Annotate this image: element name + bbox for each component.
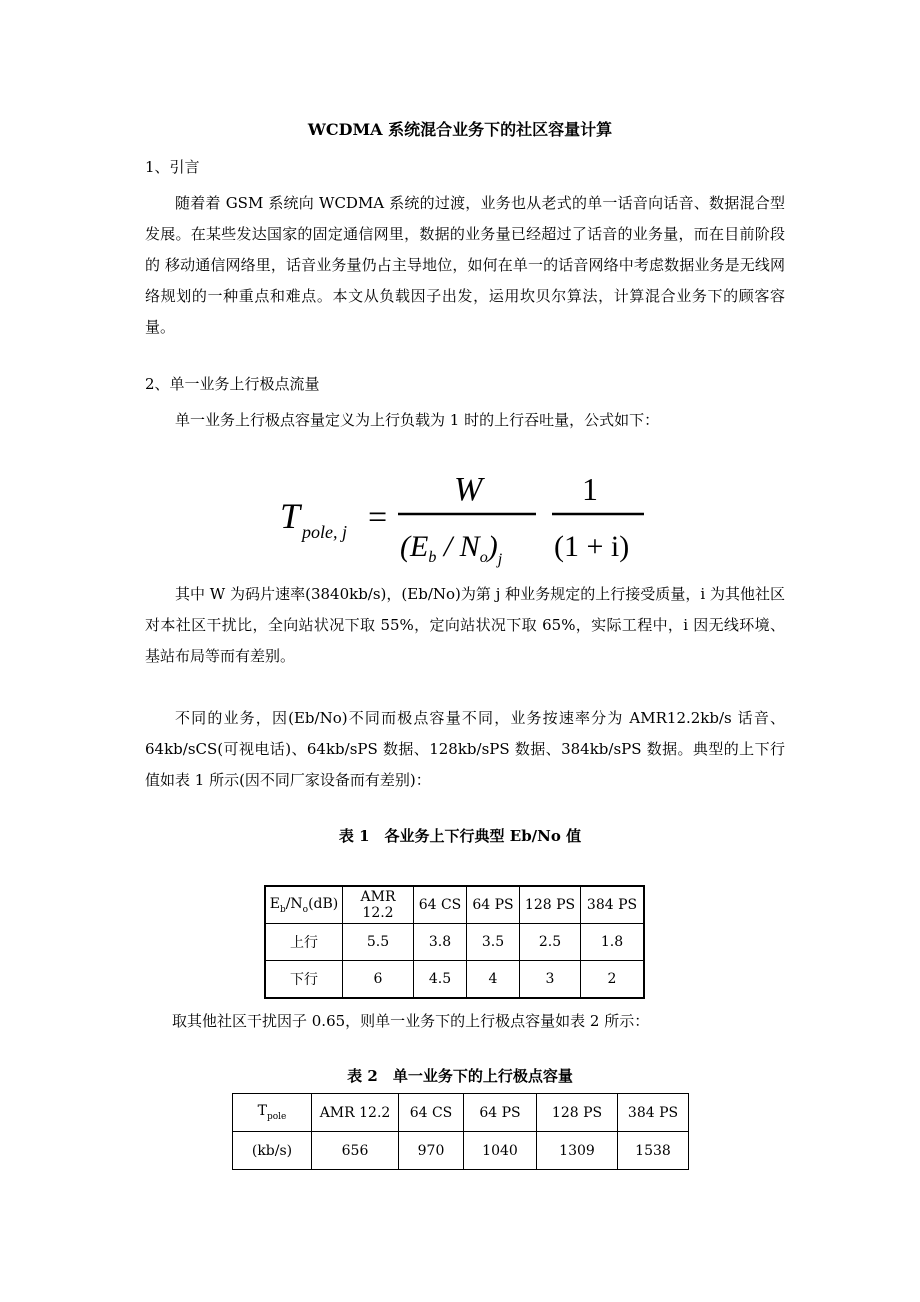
formula-factor-numerator: 1 <box>582 471 598 507</box>
table-header-cell: 384 PS <box>581 886 645 924</box>
formula-factor-denominator: (1 + i) <box>554 530 630 563</box>
table-header-cell: $T_{pole}$ <box>233 1094 312 1132</box>
services-paragraph: 不同的业务，因(Eb/No)不同而极点容量不同，业务按速率分为 AMR12.2kb/s 话音、64kb/sCS(可视电话)、64kb/sPS 数据、128kb/sPS 数据、384kb/sPS 数据。典型的上下行值如表 1 所示(因不同厂家设备而有差别)： <box>145 709 785 789</box>
table-cell: 3 <box>520 961 581 999</box>
table-cell: 4 <box>467 961 520 999</box>
table-row-label: (kb/s) <box>233 1132 312 1170</box>
table-row <box>233 1132 689 1170</box>
table-cell: 3.5 <box>467 924 520 961</box>
formula-lhs-sub: pole, j <box>302 522 347 542</box>
explanation-paragraph: 其中 W 为码片速率(3840kb/s)，(Eb/No)为第 j 种业务规定的上行接受质量，i 为其他社区对本社区干扰比，全向站状况下取 55%，定向站状况下取 65%，实际工程中，i 因无线环境、基站布局等而有差别。 <box>145 585 785 665</box>
table-row-label: 上行 <box>265 924 343 961</box>
table-cell: 6 <box>343 961 414 999</box>
formula-numerator: W <box>454 471 483 508</box>
table-header-cell: 128 PS <box>520 886 581 924</box>
table-row <box>265 886 644 924</box>
table2-intro: 取其他社区干扰因子 0.65，则单一业务下的上行极点容量如表 2 所示： <box>172 1012 650 1030</box>
table-header-cell: 64 CS <box>399 1094 464 1132</box>
formula-denominator-close: ) <box>487 530 498 563</box>
table-header-cell: $E_b/N_o(dB)$ <box>265 886 343 924</box>
table-header-cell: AMR 12.2 <box>312 1094 399 1132</box>
table-cell: 1309 <box>537 1132 618 1170</box>
pole-capacity-table <box>232 1093 689 1170</box>
pole-heading: 2、单一业务上行极点流量 <box>145 375 320 393</box>
table-cell: 970 <box>399 1132 464 1170</box>
table-header-cell: 64 PS <box>464 1094 537 1132</box>
table-cell: 1040 <box>464 1132 537 1170</box>
table-row <box>265 924 644 961</box>
table-header-cell: 384 PS <box>618 1094 689 1132</box>
formula-denominator-sub-b: b <box>428 549 437 566</box>
table-header-cell: 64 PS <box>467 886 520 924</box>
table-cell: 4.5 <box>414 961 467 999</box>
table-cell: 2 <box>581 961 645 999</box>
svg-text:(Eb / No)j <box>400 530 503 568</box>
table-cell: 5.5 <box>343 924 414 961</box>
formula-denominator-sub-j: j <box>497 551 503 568</box>
pole-paragraph: 单一业务上行极点容量定义为上行负载为 1 时的上行吞吐量，公式如下： <box>175 411 660 429</box>
table-header-cell: AMR 12.2 <box>343 886 414 924</box>
formula-denominator-sub-o: o <box>479 549 488 566</box>
svg-text:=: = <box>368 499 388 536</box>
table-cell: 2.5 <box>520 924 581 961</box>
table-header-cell: 128 PS <box>537 1094 618 1132</box>
table2-caption: 表 2 单一业务下的上行极点容量 <box>347 1067 573 1085</box>
table-row <box>233 1094 689 1132</box>
intro-heading: 1、引言 <box>145 158 200 176</box>
table-cell: 1.8 <box>581 924 645 961</box>
table1-caption: 表 1 各业务上下行典型 Eb/No 值 <box>338 827 582 845</box>
ebno-table <box>264 885 645 999</box>
table-row <box>265 961 644 999</box>
table-row-label: 下行 <box>265 961 343 999</box>
intro-paragraph: 随着着 GSM 系统向 WCDMA 系统的过渡，业务也从老式的单一话音向话音、数据混合型发展。在某些发达国家的固定通信网里，数据的业务量已经超过了话音的业务量，而在目前阶段的 移动通信网络里，话音业务量仍占主导地位，如何在单一的话音网络中考虑数据业务是无线网络规划的一种重点和难点。本文从负载因子出发，运用坎贝尔算法，计算混合业务下的顾客容量。 <box>145 194 785 336</box>
formula-lhs: T <box>280 496 301 536</box>
table-cell: 656 <box>312 1132 399 1170</box>
table-cell: 3.8 <box>414 924 467 961</box>
table-cell: 1538 <box>618 1132 689 1170</box>
pole-capacity-formula <box>276 468 656 568</box>
page-title: WCDMA 系统混合业务下的社区容量计算 <box>307 120 613 139</box>
table-header-cell: 64 CS <box>414 886 467 924</box>
formula-denominator-main: (E <box>400 530 429 563</box>
formula-denominator-mid: / N <box>436 530 480 563</box>
